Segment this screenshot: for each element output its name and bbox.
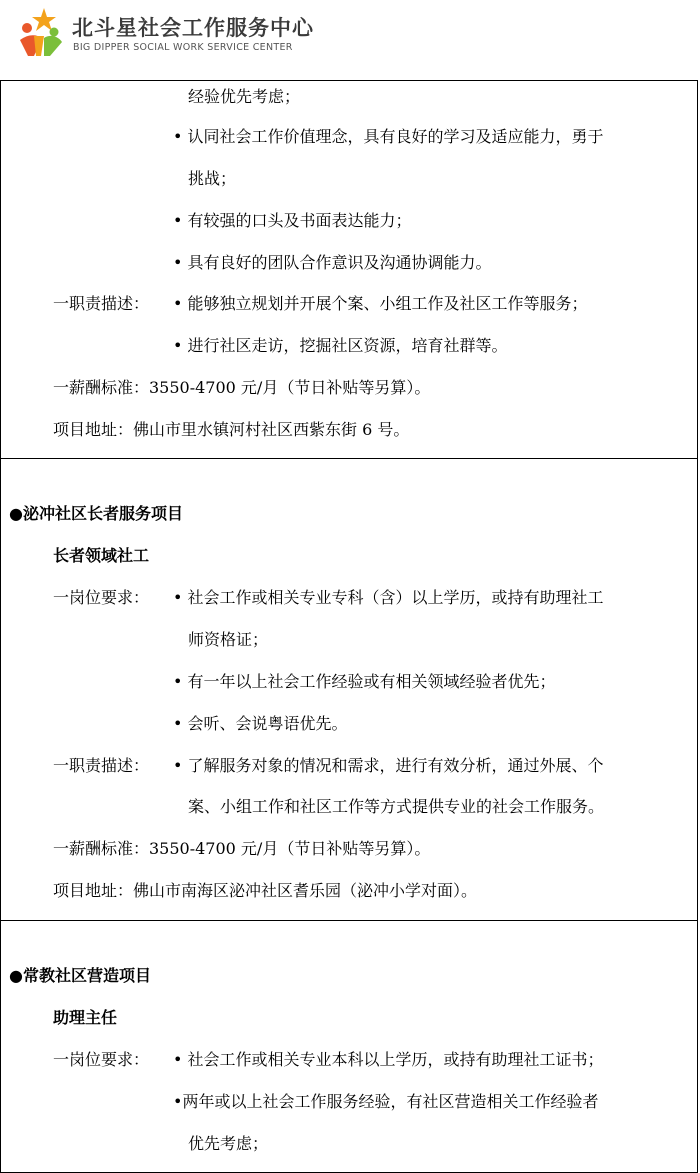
requirement-line: • 具有良好的团队合作意识及沟通协调能力。	[173, 253, 492, 272]
requirement-line: • 有较强的口头及书面表达能力；	[173, 211, 412, 230]
requirement-line: •两年或以上社会工作服务经验，有社区营造相关工作经验者	[173, 1092, 599, 1111]
requirement-line: 挑战；	[188, 169, 237, 188]
org-name-cn: 北斗星社会工作服务中心	[72, 16, 314, 40]
requirement-line: • 认同社会工作价值理念，具有良好的学习及适应能力，勇于	[173, 127, 604, 146]
salary-line: 一薪酬标准：3550-4700 元/月（节日补贴等另算）。	[53, 378, 431, 397]
requirement-line: • 有一年以上社会工作经验或有相关领域经验者优先；	[173, 672, 556, 691]
requirement-line: 师资格证；	[188, 630, 269, 649]
project-title: ●常教社区营造项目	[9, 966, 151, 985]
duty-line: • 进行社区走访，挖掘社区资源，培育社群等。	[173, 336, 508, 355]
section-job-2	[0, 459, 698, 921]
address-line: 项目地址：佛山市里水镇河村社区西紫东街 6 号。	[53, 420, 410, 439]
section-job-1	[0, 80, 698, 459]
requirement-label: 一岗位要求：	[53, 588, 150, 607]
org-name-en: BIG DIPPER SOCIAL WORK SERVICE CENTER	[73, 42, 293, 53]
duty-line: 案、小组工作和社区工作等方式提供专业的社会工作服务。	[188, 797, 605, 816]
project-title: ●泌冲社区长者服务项目	[9, 504, 183, 523]
role-title: 长者领域社工	[53, 546, 150, 565]
role-title: 助理主任	[53, 1008, 118, 1027]
requirement-label: 一岗位要求：	[53, 1050, 150, 1069]
address-line: 项目地址：佛山市南海区泌冲社区耆乐园（泌冲小学对面）。	[53, 881, 478, 900]
page-header	[0, 0, 700, 80]
requirement-line: • 会听、会说粤语优先。	[173, 714, 348, 733]
duty-line: • 了解服务对象的情况和需求，进行有效分析，通过外展、个	[173, 756, 604, 775]
big-dipper-logo-icon	[14, 6, 66, 58]
duty-line: • 能够独立规划并开展个案、小组工作及社区工作等服务；	[173, 294, 588, 313]
requirement-line: 经验优先考虑；	[188, 87, 301, 106]
duty-label: 一职责描述：	[53, 756, 150, 775]
requirement-line: • 社会工作或相关专业专科（含）以上学历，或持有助理社工	[173, 588, 604, 607]
requirement-line: 优先考虑；	[188, 1134, 269, 1153]
section-job-3	[0, 921, 698, 1173]
requirement-line: • 社会工作或相关专业本科以上学历，或持有助理社工证书；	[173, 1050, 604, 1069]
duty-label: 一职责描述：	[53, 294, 150, 313]
salary-line: 一薪酬标准：3550-4700 元/月（节日补贴等另算）。	[53, 839, 431, 858]
